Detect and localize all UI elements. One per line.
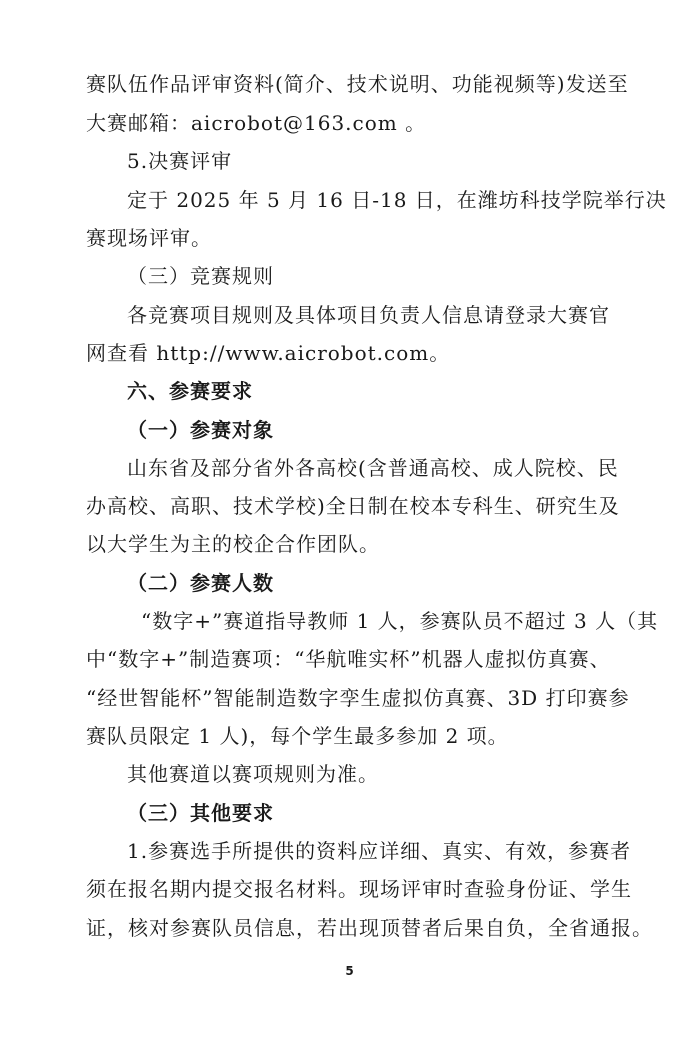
paragraph-line-5: 赛现场评审。 [86, 226, 212, 250]
paragraph-line-4: 定于 2025 年 5 月 16 日-18 日，在潍坊科技学院举行决 [127, 188, 667, 212]
paragraph-line-18: 赛队员限定 1 人)，每个学生最多参加 2 项。 [86, 724, 509, 748]
section-heading-team-size: （二）参赛人数 [127, 571, 274, 595]
paragraph-line-11: 山东省及部分省外各高校(含普通高校、成人院校、民 [127, 456, 619, 480]
paragraph-line-16: 中“数字+”制造赛项：“华航唯实杯”机器人虚拟仿真赛、 [86, 647, 611, 671]
paragraph-line-8: 网查看 http://www.aicrobot.com。 [86, 341, 451, 365]
paragraph-line-22: 须在报名期内提交报名材料。现场评审时查验身份证、学生 [86, 877, 632, 901]
page-number: 5 [345, 964, 354, 978]
paragraph-line-13: 以大学生为主的校企合作团队。 [86, 532, 380, 556]
paragraph-line-2: 大赛邮箱：aicrobot@163.com 。 [86, 111, 427, 135]
paragraph-line-17: “经世智能杯”智能制造数字孪生虚拟仿真赛、3D 打印赛参 [86, 686, 630, 710]
paragraph-line-23: 证，核对参赛队员信息，若出现顶替者后果自负，全省通报。 [86, 916, 653, 940]
section-heading-other-requirements: （三）其他要求 [127, 801, 274, 825]
paragraph-line-12: 办高校、高职、技术学校)全日制在校本专科生、研究生及 [86, 494, 620, 518]
paragraph-line-1: 赛队伍作品评审资料(简介、技术说明、功能视频等)发送至 [86, 72, 629, 96]
paragraph-line-19: 其他赛道以赛项规则为准。 [127, 762, 379, 786]
major-heading-requirements: 六、参赛要求 [127, 379, 253, 403]
subheading-final-review: 5.决赛评审 [127, 149, 233, 173]
section-heading-participants: （一）参赛对象 [127, 418, 274, 442]
paragraph-line-21: 1.参赛选手所提供的资料应详细、真实、有效，参赛者 [127, 839, 632, 863]
paragraph-line-7: 各竞赛项目规则及具体项目负责人信息请登录大赛官 [127, 303, 610, 327]
paragraph-line-15: “数字+”赛道指导教师 1 人，参赛队员不超过 3 人（其 [141, 609, 659, 633]
section-heading-competition-rules: （三）竞赛规则 [127, 264, 274, 288]
